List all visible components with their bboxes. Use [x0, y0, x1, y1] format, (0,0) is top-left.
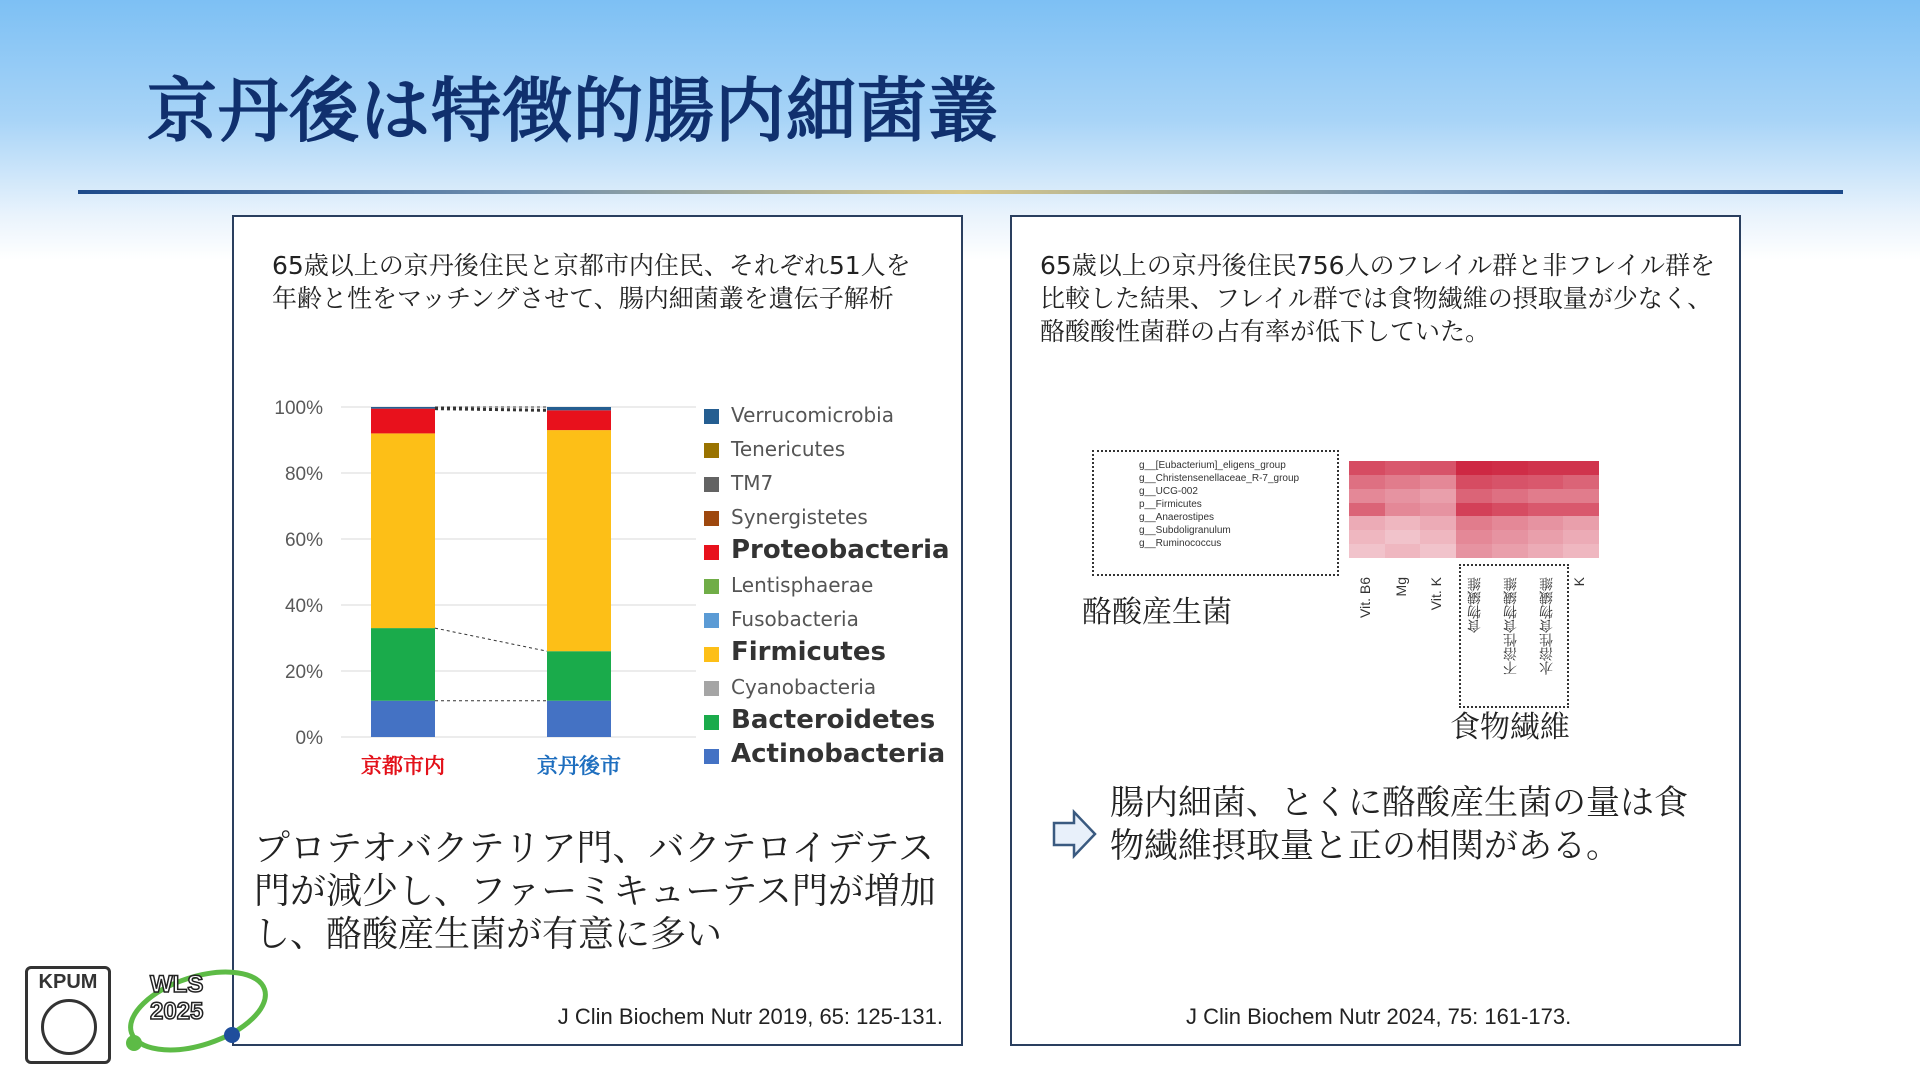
fiber-group-label: 食物繊維	[1450, 710, 1570, 745]
bar-segment	[547, 430, 611, 651]
heatmap-column-label: 食物繊維	[1466, 577, 1483, 633]
wls-logo-name: WLS	[150, 971, 204, 998]
heatmap-row-label: g__Ruminococcus	[1139, 538, 1222, 549]
legend-swatch	[704, 443, 719, 458]
heatmap-cell	[1528, 503, 1564, 517]
left-panel	[232, 215, 963, 1046]
heatmap-cell	[1385, 461, 1421, 475]
heatmap-cell	[1385, 516, 1421, 530]
heatmap-cell	[1563, 503, 1599, 517]
y-tick-label: 20%	[284, 662, 323, 683]
heatmap-cell	[1420, 530, 1456, 544]
bar-segment	[371, 628, 435, 701]
heatmap-cell	[1456, 475, 1492, 489]
legend-swatch	[704, 409, 719, 424]
connector-line	[435, 409, 547, 411]
right-panel	[1010, 215, 1741, 1046]
connector-line	[435, 628, 547, 651]
legend-label: Bacteroidetes	[731, 705, 936, 735]
heatmap-cell	[1385, 489, 1421, 503]
wls-logo-year: 2025	[150, 998, 204, 1025]
right-description: 65歳以上の京丹後住民756人のフレイル群と非フレイル群を比較した結果、フレイル群では食物繊維の摂取量が少なく、酪酸酸性菌群の占有率が低下していた。	[1040, 251, 1716, 346]
heatmap-cell	[1385, 544, 1421, 558]
legend-swatch	[704, 545, 719, 560]
legend-swatch	[704, 579, 719, 594]
kpum-logo-text: KPUM	[38, 971, 98, 993]
bar-segment	[547, 407, 611, 410]
legend-swatch	[704, 647, 719, 662]
bar-segment	[371, 701, 435, 737]
heatmap-cell	[1563, 530, 1599, 544]
heatmap-cell	[1563, 475, 1599, 489]
heatmap-cell	[1349, 475, 1385, 489]
y-tick-label: 0%	[295, 728, 323, 749]
right-conclusion: 腸内細菌、とくに酪酸産生菌の量は食物繊維摂取量と正の相関がある。	[1110, 783, 1688, 866]
page-title: 京丹後は特徴的腸内細菌叢	[147, 70, 999, 152]
heatmap-cell	[1456, 489, 1492, 503]
y-tick-label: 60%	[284, 530, 323, 551]
legend-label: Synergistetes	[731, 505, 868, 529]
legend-swatch	[704, 477, 719, 492]
heatmap-column-label: 水溶性食物繊維	[1537, 577, 1554, 675]
heatmap-cell	[1420, 475, 1456, 489]
heatmap-cell	[1456, 503, 1492, 517]
left-conclusion: プロテオバクテリア門、バクテロイデテス門が減少し、ファーミキューテス門が増加し、酪酸産生菌が有意に多い	[254, 828, 936, 955]
legend-label: Fusobacteria	[731, 607, 859, 631]
heatmap-column-label: Vit. K	[1428, 577, 1445, 611]
legend-label: Verrucomicrobia	[731, 403, 894, 427]
heatmap-cell	[1528, 489, 1564, 503]
bar-segment	[371, 407, 435, 409]
heatmap-cell	[1349, 544, 1385, 558]
heatmap-row-label: g__Anaerostipes	[1139, 512, 1215, 523]
heatmap-cell	[1349, 516, 1385, 530]
legend-swatch	[704, 749, 719, 764]
fiber-group-box	[1459, 564, 1569, 708]
legend-label: Cyanobacteria	[731, 675, 877, 699]
y-tick-label: 40%	[284, 596, 323, 617]
heatmap-row-label: g__Christensenellaceae_R-7_group	[1139, 473, 1300, 484]
title-divider	[78, 190, 1843, 194]
x-category-label: 京丹後市	[537, 754, 621, 778]
y-tick-label: 100%	[274, 398, 323, 419]
heatmap-row-labels	[1092, 450, 1339, 576]
heatmap-row-label: p__Firmicutes	[1139, 499, 1202, 510]
heatmap-cell	[1349, 503, 1385, 517]
heatmap-cell	[1528, 530, 1564, 544]
heatmap-cell	[1492, 489, 1528, 503]
heatmap-cell	[1385, 530, 1421, 544]
legend-label: Actinobacteria	[731, 739, 946, 769]
heatmap-cell	[1420, 544, 1456, 558]
heatmap-cell	[1456, 461, 1492, 475]
legend-swatch	[704, 715, 719, 730]
heatmap-cell	[1563, 489, 1599, 503]
heatmap-cell	[1420, 461, 1456, 475]
left-description: 65歳以上の京丹後住民と京都市内住民、それぞれ51人を年齢と性をマッチングさせて、腸内細菌叢を遺伝子解析	[272, 251, 911, 313]
heatmap-cell	[1528, 475, 1564, 489]
right-citation: J Clin Biochem Nutr 2024, 75: 161-173.	[1186, 1004, 1572, 1029]
heatmap-cell	[1492, 530, 1528, 544]
heatmap-cell	[1492, 475, 1528, 489]
legend-label: Proteobacteria	[731, 535, 950, 565]
heatmap-cell	[1492, 544, 1528, 558]
legend-swatch	[704, 511, 719, 526]
heatmap-cell	[1563, 544, 1599, 558]
heatmap-cell	[1492, 461, 1528, 475]
legend-label: TM7	[731, 471, 774, 495]
heatmap-cell	[1456, 544, 1492, 558]
heatmap-cell	[1456, 530, 1492, 544]
heatmap-cell	[1349, 530, 1385, 544]
butyrate-producer-label: 酪酸産生菌	[1082, 595, 1232, 630]
bar-segment	[371, 409, 435, 434]
kpum-seal-icon	[41, 999, 97, 1055]
heatmap-row-label: g__UCG-002	[1139, 486, 1198, 497]
left-citation: J Clin Biochem Nutr 2019, 65: 125-131.	[557, 1004, 943, 1029]
heatmap-column-label: Vit. B6	[1357, 577, 1373, 618]
heatmap-grid	[1349, 461, 1599, 558]
heatmap-cell	[1563, 516, 1599, 530]
heatmap-cell	[1420, 503, 1456, 517]
heatmap-cell	[1563, 461, 1599, 475]
heatmap-cell	[1492, 516, 1528, 530]
heatmap-cell	[1349, 461, 1385, 475]
x-category-label: 京都市内	[361, 754, 445, 778]
heatmap-cell	[1349, 489, 1385, 503]
heatmap-cell	[1492, 503, 1528, 517]
heatmap-column-label: Mg	[1392, 577, 1409, 597]
bar-segment	[547, 701, 611, 737]
bar-segment	[371, 433, 435, 628]
y-tick-label: 80%	[284, 464, 323, 485]
heatmap-cell	[1420, 516, 1456, 530]
heatmap-cell	[1385, 475, 1421, 489]
kpum-logo	[25, 966, 111, 1064]
heatmap-cell	[1385, 503, 1421, 517]
legend-swatch	[704, 613, 719, 628]
legend-swatch	[704, 681, 719, 696]
legend-label: Firmicutes	[731, 637, 886, 667]
heatmap-row-label: g__[Eubacterium]_eligens_group	[1139, 460, 1286, 471]
bar-segment	[547, 651, 611, 701]
heatmap-cell	[1528, 544, 1564, 558]
legend-label: Tenericutes	[731, 437, 846, 461]
heatmap-column-label: 不溶性食物繊維	[1501, 577, 1518, 675]
bar-segment	[547, 410, 611, 430]
wls-2025-logo	[118, 965, 278, 1065]
legend-label: Lentisphaerae	[731, 573, 874, 597]
heatmap-cell	[1420, 489, 1456, 503]
heatmap-cell	[1456, 516, 1492, 530]
heatmap-column-label: K	[1571, 577, 1588, 587]
wls-logo-text	[150, 971, 203, 1025]
heatmap-cell	[1528, 516, 1564, 530]
heatmap-row-label: g__Subdoligranulum	[1139, 525, 1231, 536]
stacked-bar-chart	[256, 379, 696, 799]
heatmap-cell	[1528, 461, 1564, 475]
right-arrow-icon	[1052, 809, 1098, 859]
